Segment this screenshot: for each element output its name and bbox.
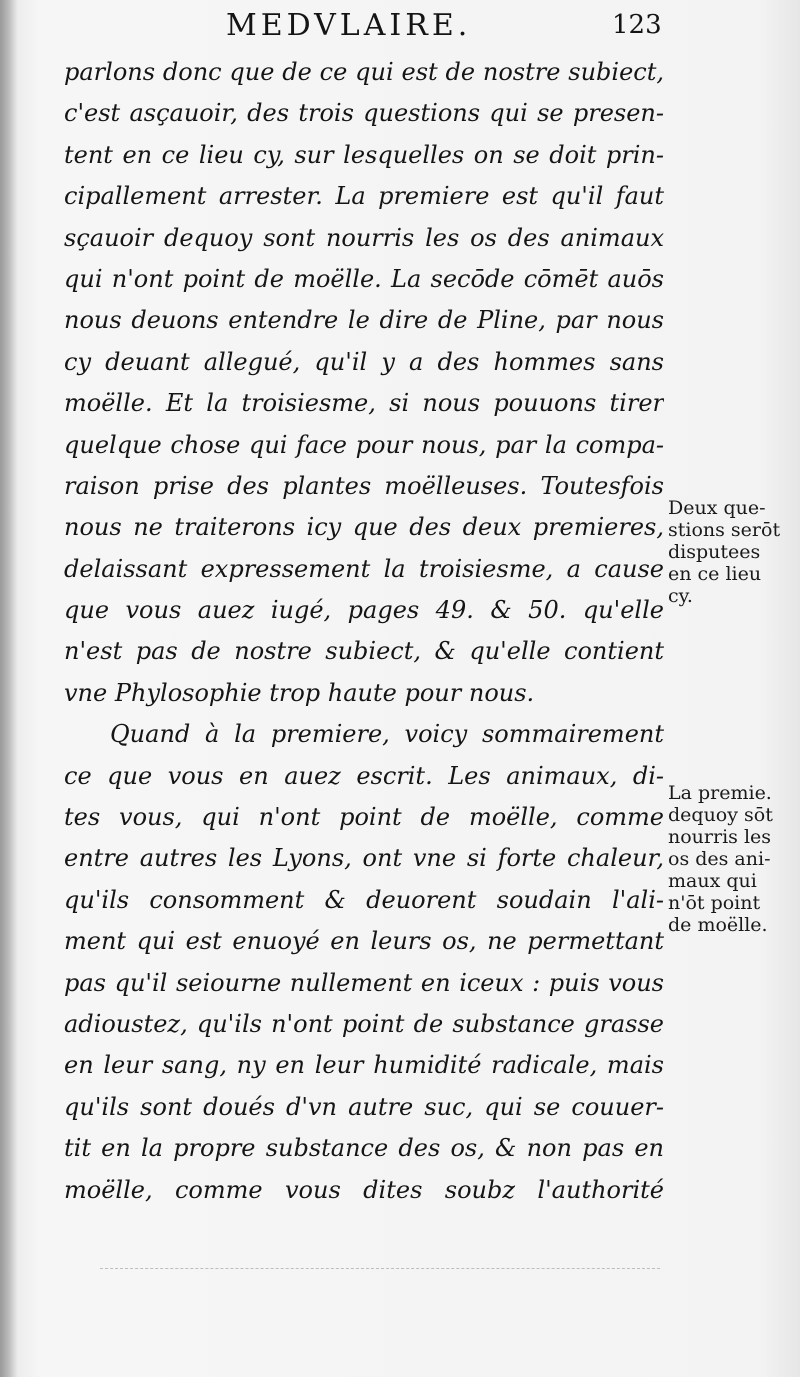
running-title: MEDVLAIRE. <box>226 8 472 43</box>
text-line: c'est asçauoir, des trois questions qui se presen- <box>64 99 664 128</box>
page-number: 123 <box>612 10 662 40</box>
text-line: entre autres les Lyons, ont vne si forte chaleur, <box>64 844 664 873</box>
margin-note-line: Deux que- <box>668 497 766 519</box>
margin-note-line: stions serōt <box>668 519 781 541</box>
margin-note-line: n'ōt point <box>668 892 761 914</box>
text-line: raison prise des plantes moëlleuses. Toutesfois <box>64 471 664 500</box>
text-line: nous deuons entendre le dire de Pline, par nous <box>64 306 664 335</box>
text-line: quelque chose qui face pour nous, par la compa- <box>64 430 664 459</box>
page-bottom-mark <box>100 1268 660 1269</box>
margin-note-line: nourris les <box>668 826 772 848</box>
text-line: parlons donc que de ce qui est de nostre subiect, <box>64 58 664 86</box>
text-line: que vous auez iugé, pages 49. & 50. qu'elle <box>64 596 664 625</box>
margin-note-line: en ce lieu <box>668 563 762 585</box>
text-line: moëlle, comme vous dites soubz l'authorité <box>64 1175 664 1204</box>
margin-note-line: os des ani- <box>668 848 771 870</box>
binding-shadow <box>0 0 18 1377</box>
text-line: qu'ils consomment & deuorent soudain l'ali- <box>64 885 664 914</box>
text-line: en leur sang, ny en leur humidité radicale, mais <box>64 1051 664 1080</box>
text-line: pas qu'il seiourne nullement en iceux : puis vous <box>64 968 664 997</box>
text-line: sçauoir dequoy sont nourris les os des animaux <box>64 223 664 252</box>
margin-note-line: de moëlle. <box>668 914 768 936</box>
text-line: adioustez, qu'ils n'ont point de substance grasse <box>64 1009 664 1038</box>
margin-note-line: maux qui <box>668 870 757 892</box>
text-line: nous ne traiterons icy que des deux premieres, <box>64 513 664 542</box>
text-line: n'est pas de nostre subiect, & qu'elle contient <box>64 637 664 666</box>
margin-note-first-question <box>668 782 796 936</box>
margin-note-line: dequoy sōt <box>668 804 773 826</box>
text-line: ment qui est enuoyé en leurs os, ne permettant <box>64 927 664 956</box>
main-text-block <box>64 52 664 1211</box>
margin-note-two-questions <box>668 497 796 607</box>
text-line: tes vous, qui n'ont point de moëlle, comme <box>64 803 664 832</box>
text-line: tit en la propre substance des os, & non pas en <box>64 1134 664 1163</box>
text-line: moëlle. Et la troisiesme, si nous pouuons tirer <box>64 389 664 418</box>
margin-note-line: cy. <box>668 585 693 607</box>
paragraph-start-line: Quand à la premiere, voicy sommairement <box>110 720 664 749</box>
margin-note-line: disputees <box>668 541 761 563</box>
text-line: ce que vous en auez escrit. Les animaux, di- <box>64 761 664 790</box>
text-line: vne Phylosophie trop haute pour nous. <box>64 678 535 707</box>
text-line: delaissant expressement la troisiesme, a cause <box>64 554 664 583</box>
text-line: tent en ce lieu cy, sur lesquelles on se doit prin- <box>64 140 664 169</box>
margin-note-line: La premie. <box>668 782 772 804</box>
text-line: qu'ils sont doués d'vn autre suc, qui se couuer- <box>64 1092 664 1121</box>
text-line: qui n'ont point de moëlle. La secōde cōmēt auōs <box>64 264 664 293</box>
text-line: cipallement arrester. La premiere est qu'il faut <box>64 182 664 211</box>
text-line: cy deuant allegué, qu'il y a des hommes sans <box>64 347 664 376</box>
